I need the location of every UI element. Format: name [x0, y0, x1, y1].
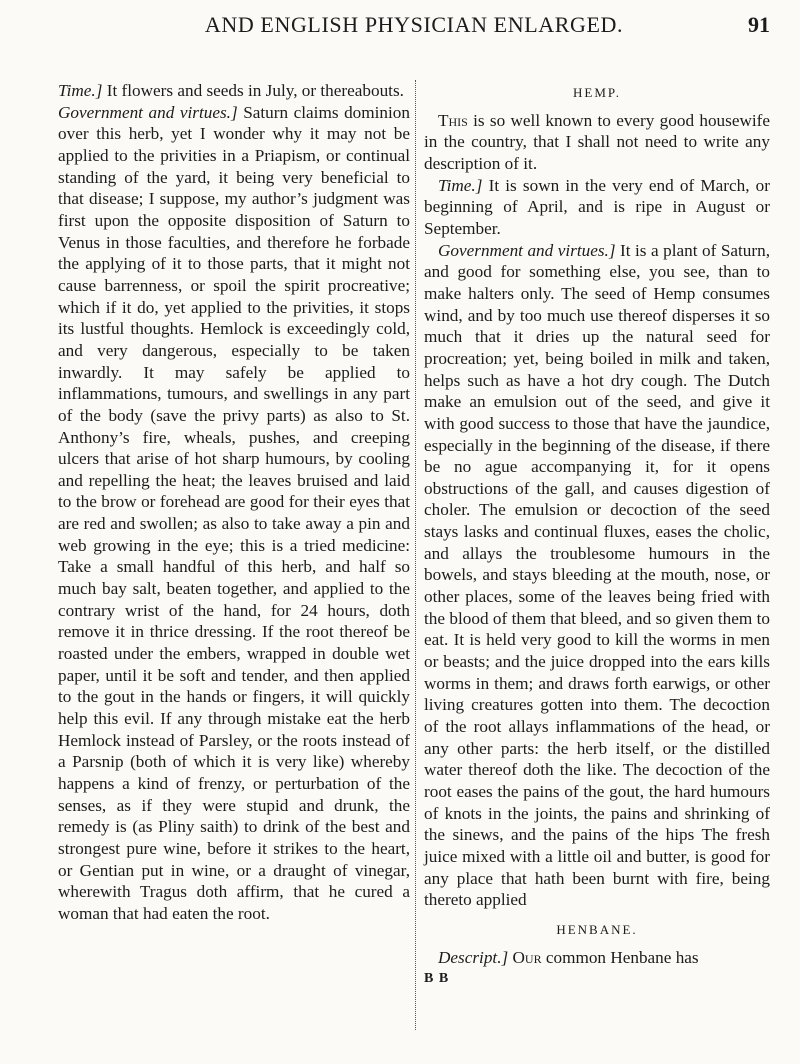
hemp-government-label: Government and virtues.]: [438, 240, 616, 260]
hemp-intro-paragraph: [424, 110, 770, 175]
hemp-government-paragraph: [424, 240, 770, 911]
column-divider: [415, 80, 416, 1030]
signature-mark: B B: [424, 971, 450, 987]
running-title: AND ENGLISH PHYSICIAN ENLARGED.: [204, 12, 624, 37]
page-number: 91: [748, 12, 770, 37]
right-column: [424, 80, 770, 990]
hemp-time-label: Time.]: [438, 175, 483, 195]
henbane-cap: Our: [512, 947, 542, 967]
henbane-heading: HENBANE.: [556, 921, 638, 937]
time-text: It flowers and seeds in July, or thereabouts.: [102, 81, 404, 100]
government-text: Saturn claims dominion over this herb, yet I wonder why it may not be applied to the privities in a Priapism, or continual standing of the yard, it being very beneficial to that disease; I suppose, my author’s judgment was first upon the opposite disposition of Saturn to Venus in those faculties, and therefore he forbade the applying of it to those parts, that it might not cause barrenness, or spoil the spirit procreative; which if it do, yet applied to the privities, it stops its lustful thoughts. Hemlock is exceedingly cold, and very dangerous, especially to be taken inwardly. It may safely be applied to inflammations, tumours, and swellings in any part of the body (save the privy parts) as also to St. Anthony’s fire, wheals, pushes, and creeping ulcers that arise of hot sharp humours, by cooling and repelling the heat; the leaves bruised and laid to the brow or forehead are good for their eyes that are red and swollen; as also to take away a pin and web growing in the eye; this is a tried medicine: Take a small handful of this herb, and half so much bay salt, beaten together, and applied to the contrary wrist of the hand, for 24 hours, doth remove it in thrice dressing. If the root thereof be roasted under the embers, wrapped in double wet paper, until it be soft and tender, and then applied to the gout in the hands or fingers, it will quickly help this evil. If any through mistake eat the herb Hemlock instead of Parsley, or the roots instead of a Parsnip (both of which it is very like) whereby happens a kind of frenzy, or perturbation of the senses, as if they were stupid and drunk, the remedy is (as Pliny saith) to drink of the best and strongest pure wine, before it strikes to the heart, or Gentian put in wine, or a draught of vinegar, wherewith Tragus doth affirm, that he cured a woman that had eaten the root.: [58, 102, 410, 923]
running-header: [58, 12, 770, 52]
hemp-heading: HEMP.: [573, 85, 621, 100]
hemp-intro-cap: This: [438, 110, 468, 130]
hemp-government-text: It is a plant of Saturn, and good for something else, you see, than to make halters only. The seed of Hemp consumes wind, and by too much use thereof disperses it so much that it dries up the natural seed for procreation; yet, being boiled in milk and taken, helps such as have a hot dry cough. The Dutch make an emulsion out of the seed, and give it with good success to those that have the jaundice, especially in the beginning of the disease, if there be no ague accompanying it, for it opens obstructions of the gall, and causes digestion of choler. The emulsion or decoction of the seed stays lasks and continual fluxes, eases the cholic, and allays the troublesome humours in the bowels, and stays bleeding at the mouth, nose, or other places, some of the leaves being fried with the blood of them that bleed, and so given them to eat. It is held very good to kill the worms in men or beasts; and the juice dropped into the ears kills worms in them; and draws forth earwigs, or other living creatures gotten into them. The decoction of the root allays inflammations of the head, or any other parts: the herb itself, or the distilled water thereof doth the like. The decoction of the root eases the pains of the gout, the hard humours of knots in the joints, the pains and shrinking of the sinews, and the pains of the hips The fresh juice mixed with a little oil and butter, is good for any place that hath been burnt with fire, being thereto applied: [424, 240, 770, 910]
hemp-intro-text: is so well known to every good housewife in the country, that I shall not need to write any description of it.: [424, 110, 770, 173]
time-label: Time.]: [58, 81, 103, 100]
hemlock-time-paragraph: [58, 80, 410, 102]
left-column: [58, 80, 410, 925]
henbane-descript-label: Descript.]: [438, 947, 509, 967]
henbane-paragraph: [424, 947, 770, 969]
hemp-time-text: It is sown in the very end of March, or beginning of April, and is ripe in August or September.: [424, 175, 770, 238]
henbane-text: common Henbane has: [541, 947, 699, 967]
hemlock-government-paragraph: [58, 102, 410, 925]
government-label: Government and virtues.]: [58, 102, 238, 122]
hemp-time-paragraph: [424, 175, 770, 240]
